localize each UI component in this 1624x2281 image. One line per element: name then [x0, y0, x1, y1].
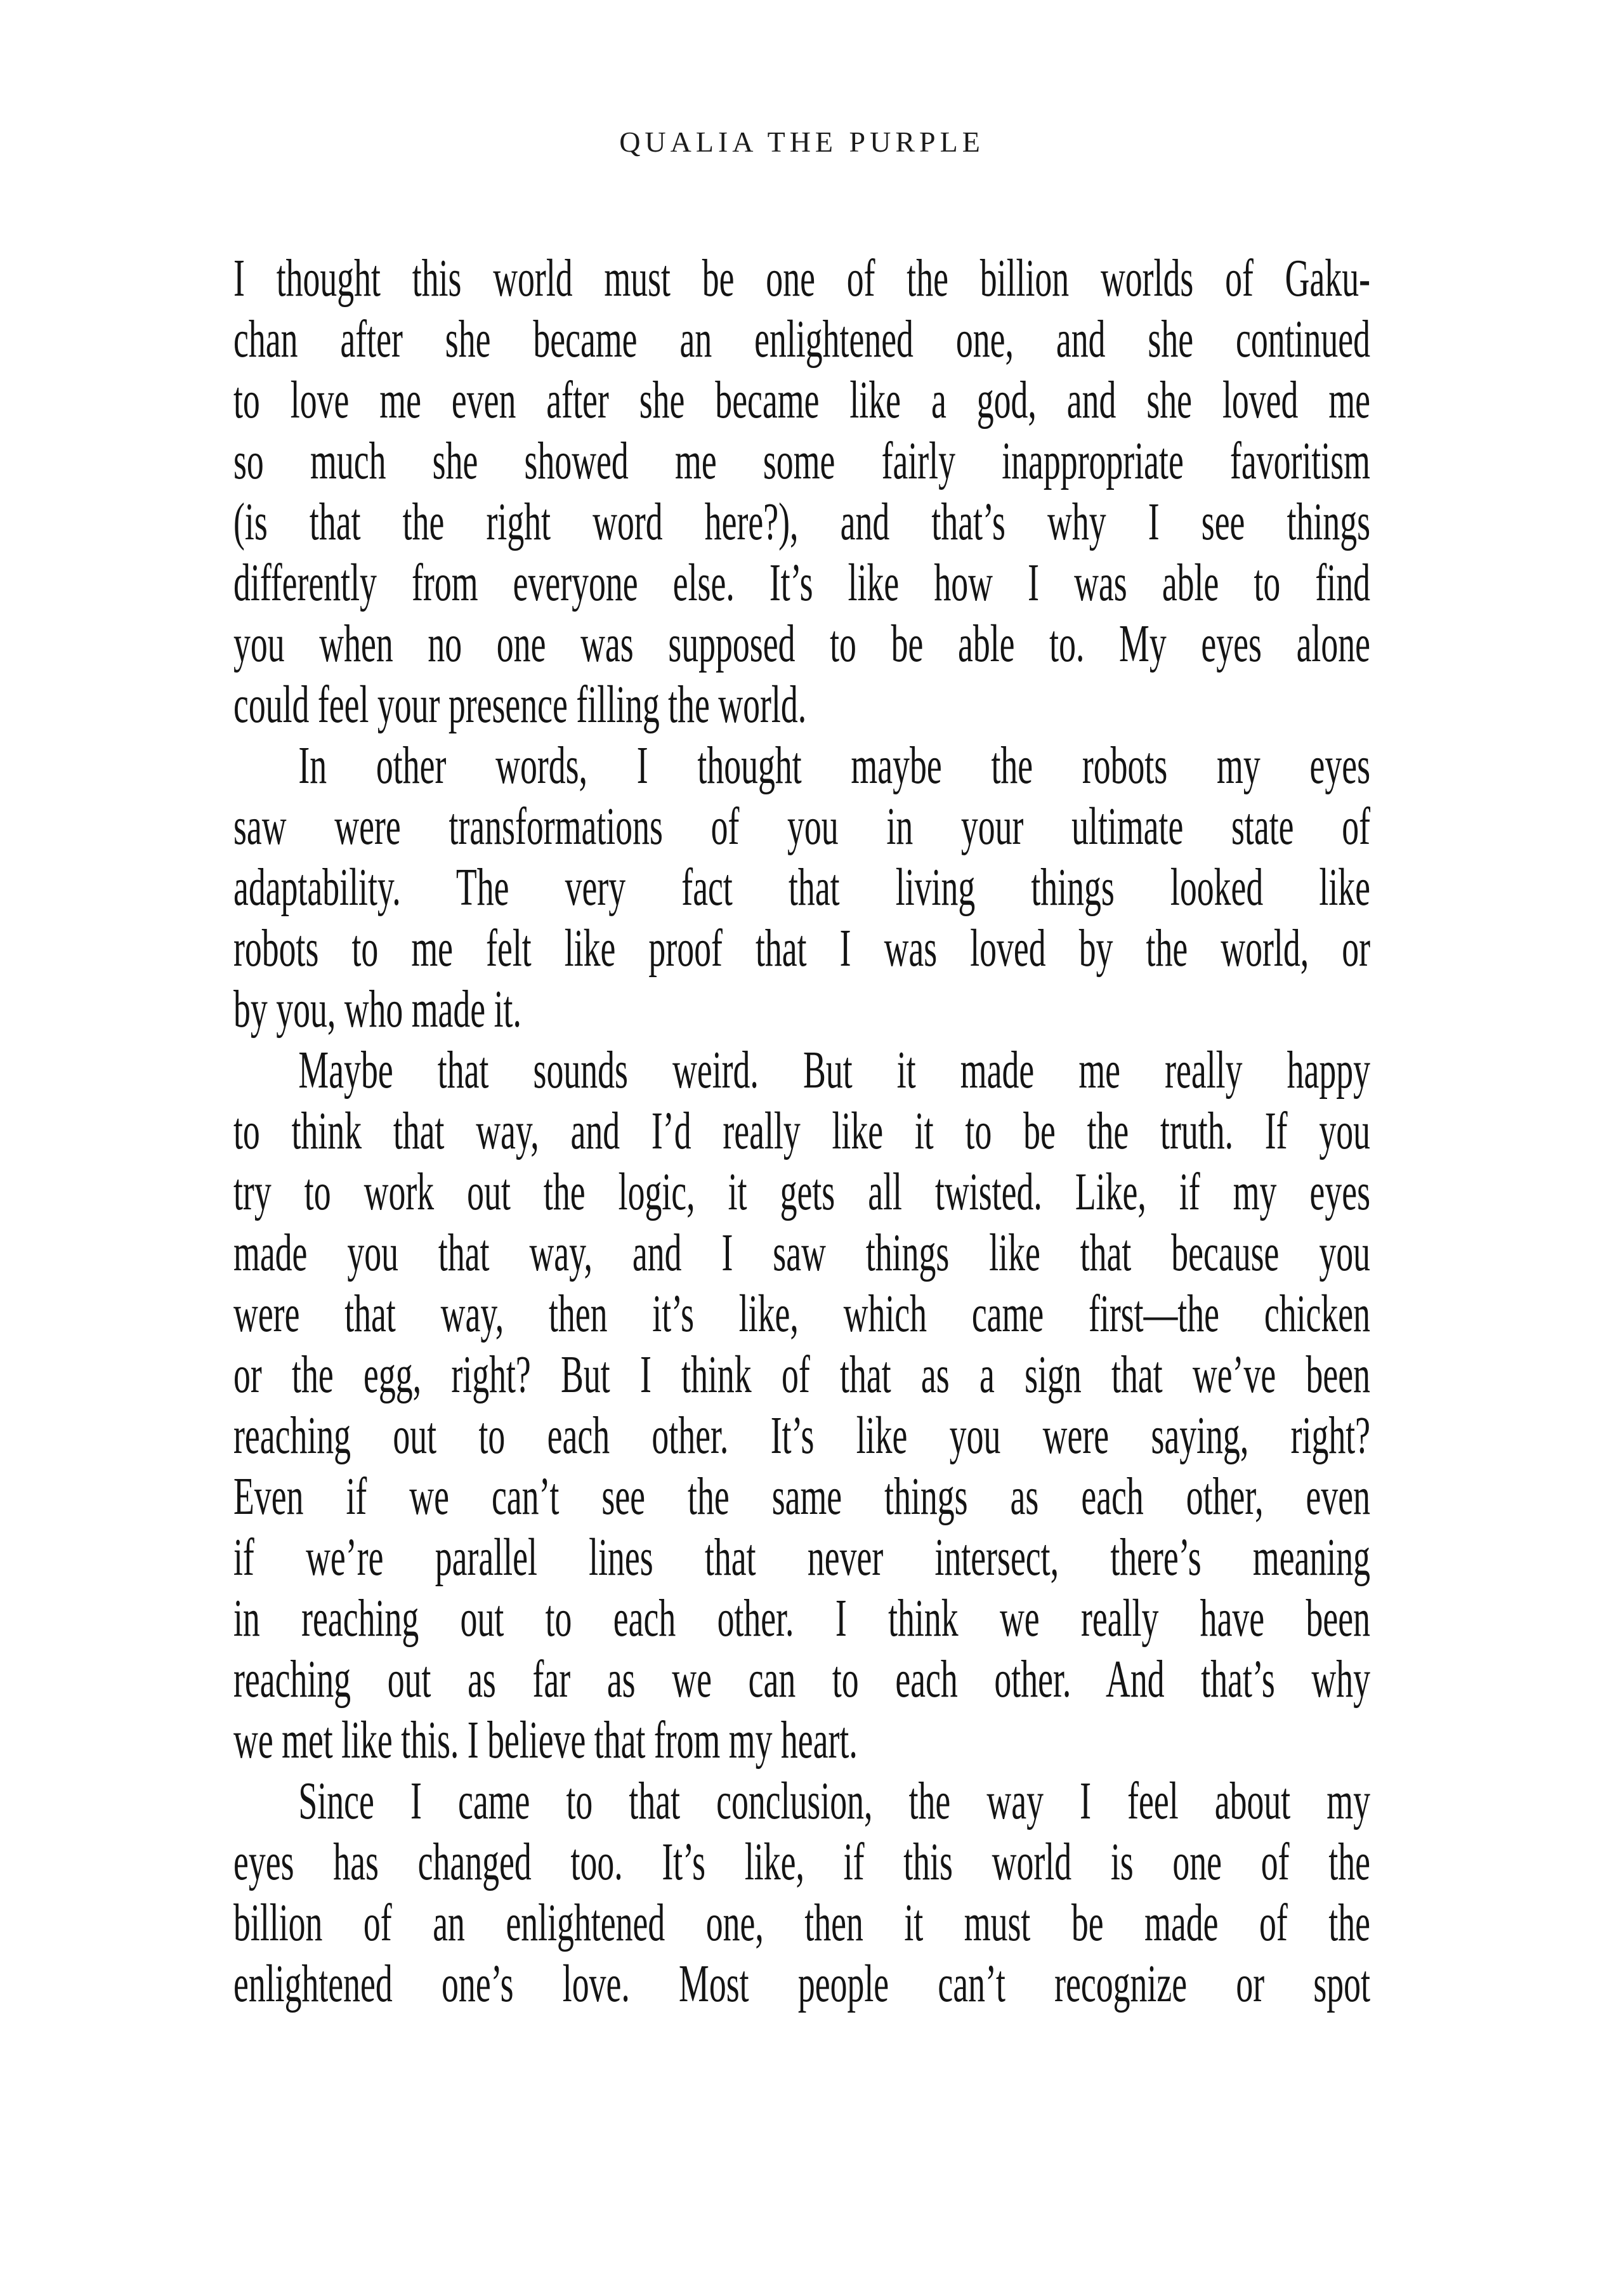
text-line: by you, who made it. [233, 980, 521, 1039]
text-line: we met like this. I believe that from my heart. [233, 1711, 858, 1770]
text-line: could feel your presence filling the world. [233, 675, 807, 734]
text-line: enlightened one’s love. Most people can’t recognize or spot [233, 1954, 1370, 2013]
text-line: to think that way, and I’d really like it to be the truth. If you [233, 1101, 1370, 1160]
text-line: were that way, then it’s like, which came first—the chicken [233, 1284, 1370, 1343]
text-line: (is that the right word here?), and that’s why I see things [233, 492, 1370, 551]
text-line: differently from everyone else. It’s like how I was able to find [233, 553, 1370, 612]
text-line: try to work out the logic, it gets all twisted. Like, if my eyes [233, 1162, 1370, 1221]
paragraph [233, 248, 1370, 735]
text-line: Even if we can’t see the same things as each other, even [233, 1467, 1370, 1526]
paragraph [233, 1040, 1370, 1771]
text-line: robots to me felt like proof that I was loved by the world, or [233, 919, 1370, 978]
body-text-block [233, 248, 1370, 2015]
text-line: In other words, I thought maybe the robots my eyes [298, 736, 1370, 795]
text-line: made you that way, and I saw things like that because you [233, 1223, 1370, 1282]
text-line: Since I came to that conclusion, the way I feel about my [298, 1772, 1370, 1831]
text-line: if we’re parallel lines that never intersect, there’s meaning [233, 1528, 1370, 1587]
running-header: QUALIA THE PURPLE [619, 126, 985, 158]
paragraph [233, 1771, 1370, 2015]
text-line: reaching out to each other. It’s like you were saying, right? [233, 1406, 1370, 1465]
text-line: or the egg, right? But I think of that as a sign that we’ve been [233, 1345, 1370, 1404]
text-line: so much she showed me some fairly inappropriate favoritism [233, 431, 1370, 490]
text-line: adaptability. The very fact that living things looked like [233, 858, 1370, 917]
text-line: I thought this world must be one of the billion worlds of Gaku- [233, 249, 1370, 308]
text-line: eyes has changed too. It’s like, if this world is one of the [233, 1832, 1370, 1891]
paragraph [233, 735, 1370, 1040]
text-line: Maybe that sounds weird. But it made me really happy [298, 1041, 1370, 1100]
text-line: you when no one was supposed to be able to. My eyes alone [233, 614, 1370, 673]
text-line: to love me even after she became like a god, and she loved me [233, 371, 1370, 430]
text-line: saw were transformations of you in your ultimate state of [233, 797, 1370, 856]
text-line: in reaching out to each other. I think we really have been [233, 1589, 1370, 1648]
text-line: reaching out as far as we can to each other. And that’s why [233, 1650, 1370, 1709]
text-line: billion of an enlightened one, then it must be made of the [233, 1893, 1370, 1952]
text-line: chan after she became an enlightened one, and she continued [233, 310, 1370, 369]
